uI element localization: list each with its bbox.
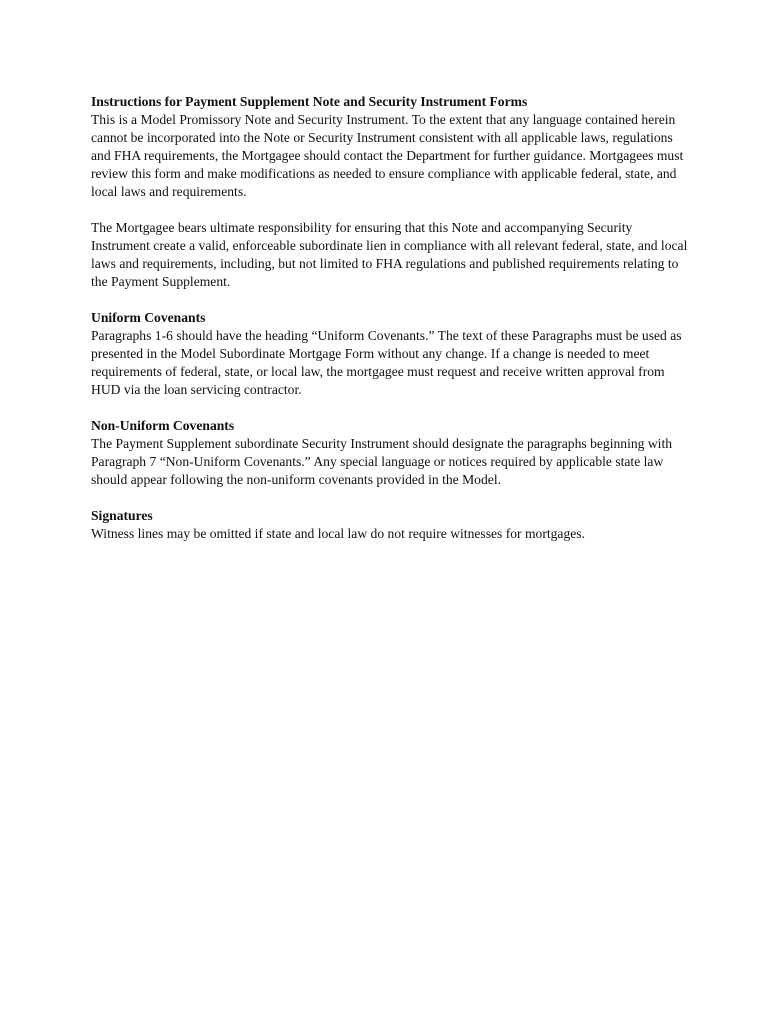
section-heading: Uniform Covenants (91, 310, 206, 325)
responsibility-paragraph: The Mortgagee bears ultimate responsibility for ensuring that this Note and accompanying Security Instrument create a valid, enforceable subordinate lien in compliance with all relevant federal, state, and local laws and requirements, including, but not limited to FHA regulations and published requirements relating to the Payment Supplement. (91, 220, 688, 289)
section-heading: Signatures (91, 508, 153, 523)
responsibility-block (91, 219, 691, 291)
section-signatures (91, 507, 691, 543)
section-non-uniform-covenants (91, 417, 691, 489)
section-heading: Non-Uniform Covenants (91, 418, 235, 433)
intro-block (91, 93, 691, 201)
section-body: The Payment Supplement subordinate Security Instrument should designate the paragraphs beginning with Paragraph 7 “Non-Uniform Covenants.” Any special language or notices required by applicable state law should appear following the non-uniform covenants provided in the Model. (91, 436, 673, 487)
intro-paragraph: This is a Model Promissory Note and Security Instrument. To the extent that any language contained herein cannot be incorporated into the Note or Security Instrument consistent with all applicable laws, regulations and FHA requirements, the Mortgagee should contact the Department for further guidance. Mortgagees must review this form and make modifications as needed to ensure compliance with applicable federal, state, and local laws and requirements. (91, 112, 684, 199)
section-body: Paragraphs 1-6 should have the heading “Uniform Covenants.” The text of these Paragraphs must be used as presented in the Model Subordinate Mortgage Form without any change. If a change is needed to meet requirements of federal, state, or local law, the mortgagee must request and receive written approval from HUD via the loan servicing contractor. (91, 328, 682, 397)
document-title: Instructions for Payment Supplement Note and Security Instrument Forms (91, 94, 528, 109)
section-uniform-covenants (91, 309, 691, 399)
section-body: Witness lines may be omitted if state and local law do not require witnesses for mortgages. (91, 526, 585, 541)
document-page (91, 93, 691, 561)
